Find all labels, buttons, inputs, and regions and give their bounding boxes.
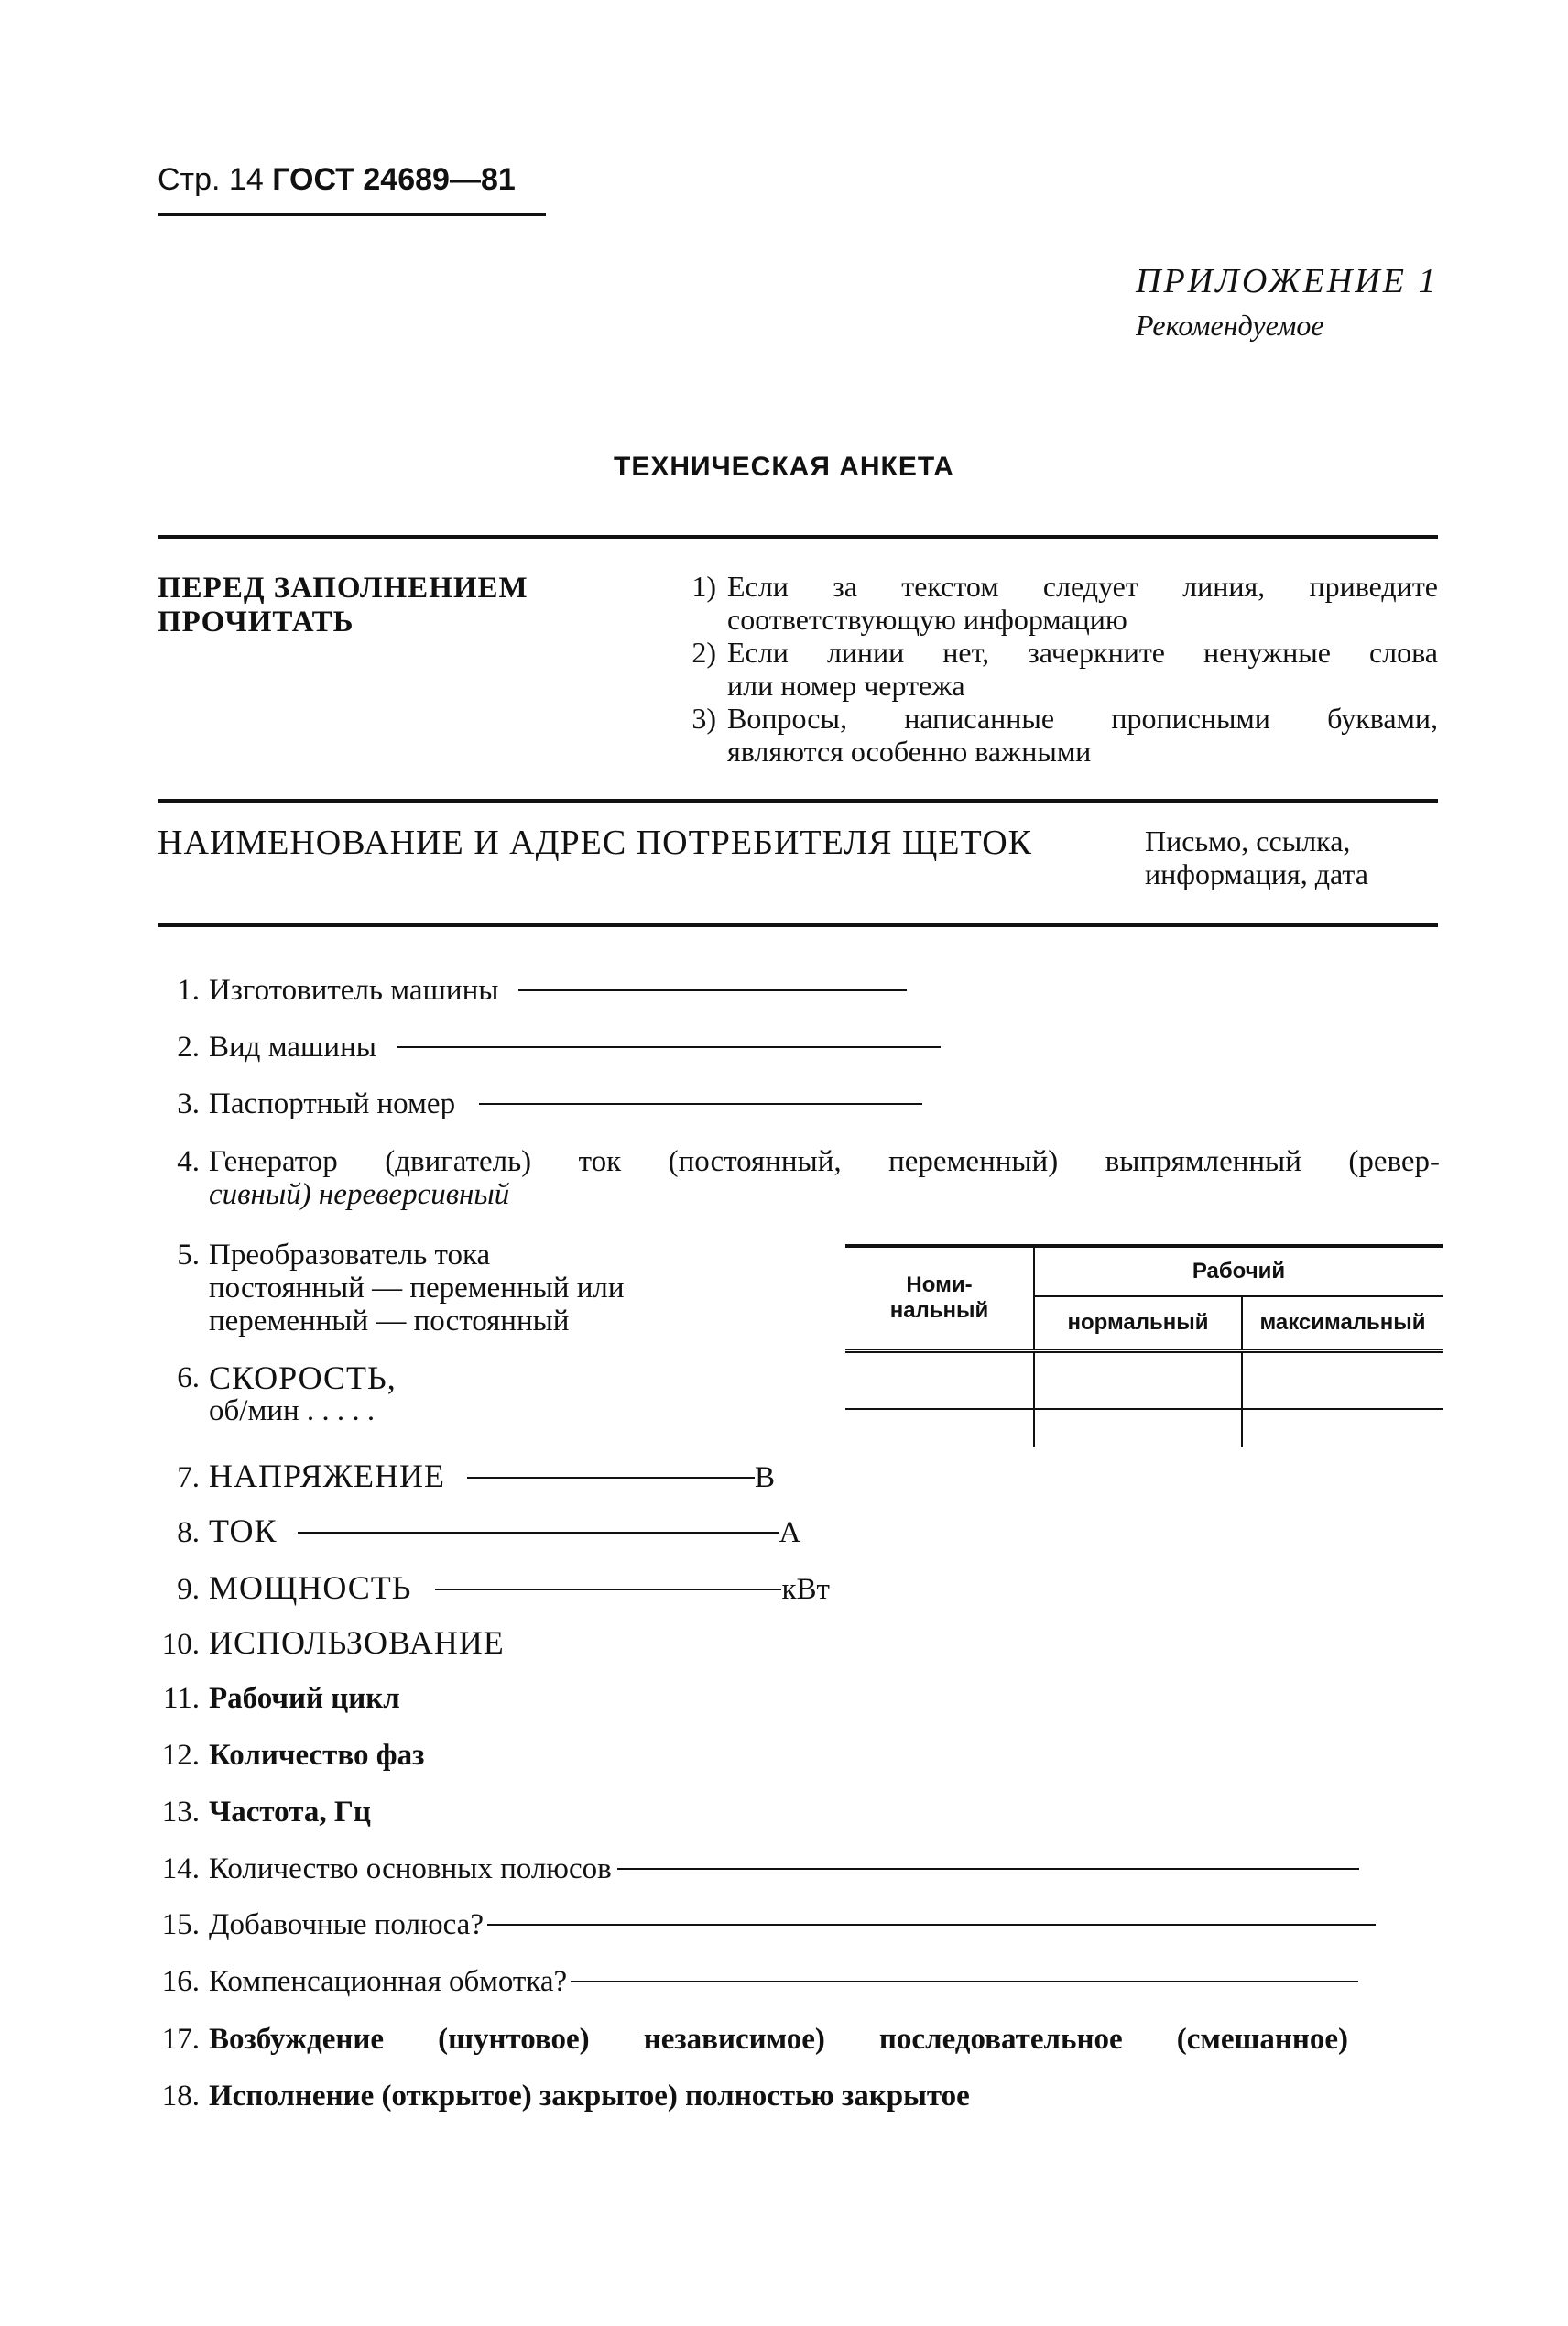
instruction-text: соответствующую информацию: [727, 603, 1127, 636]
form-item-16: [158, 1965, 1358, 1999]
instruction-text: являются особенно важными: [727, 735, 1092, 768]
item-number: 2.: [177, 1031, 200, 1064]
form-item-9: [158, 1568, 830, 1607]
form-item-1: [158, 974, 907, 1008]
item-number: 14.: [161, 1852, 200, 1885]
form-item-3: [158, 1087, 922, 1121]
instruction-item: [674, 570, 1438, 636]
nominal-header-line1: Номи-: [906, 1272, 973, 1297]
section-rule: [158, 923, 1438, 927]
letter-reference: [1145, 824, 1368, 890]
item-label: Возбуждение (шунтовое) независимое) последовательное (смешанное): [209, 2023, 1348, 2056]
item-label: НАПРЯЖЕНИЕ: [209, 1458, 445, 1494]
item-number: 11.: [162, 1682, 200, 1715]
item-label: МОЩНОСТЬ: [209, 1569, 412, 1606]
instruction-text: или номер чертежа: [727, 669, 965, 702]
item-label: постоянный — переменный или: [209, 1272, 625, 1305]
form-item-13: [158, 1796, 371, 1829]
fill-line[interactable]: [479, 1103, 922, 1105]
item-number: 12.: [161, 1739, 200, 1772]
item-label: Генератор (двигатель) ток (постоянный, переменный) выпрямленный (ревер-: [209, 1145, 1440, 1178]
item-label: Исполнение (открытое) закрытое) полностью закрытое: [209, 2080, 970, 2113]
fill-line[interactable]: [518, 989, 907, 991]
item-label: переменный — постоянный: [209, 1305, 570, 1338]
form-item-15: [158, 1908, 1376, 1942]
maximum-header: максимальный: [1242, 1296, 1443, 1351]
read-first-heading: [158, 572, 528, 639]
item-number: 16.: [161, 1965, 200, 1998]
form-item-11: [158, 1682, 400, 1716]
item-label: Вид машины: [209, 1031, 376, 1064]
working-header: Рабочий: [1034, 1246, 1443, 1296]
table-cell-blank: [845, 1409, 1034, 1447]
instruction-number: 3): [691, 702, 716, 735]
instructions-list: [674, 570, 1438, 768]
fill-line[interactable]: [298, 1532, 779, 1534]
fill-line[interactable]: [617, 1868, 1359, 1870]
running-header: [158, 162, 516, 198]
standard-number: ГОСТ 24689—81: [272, 162, 516, 197]
fill-line[interactable]: [571, 1981, 1358, 1982]
item-number: 8.: [177, 1516, 200, 1549]
table-cell-blank: [1242, 1409, 1443, 1447]
item-number: 4.: [177, 1145, 200, 1178]
item-label: Количество основных полюсов: [209, 1852, 612, 1885]
item-label: Компенсационная обмотка?: [209, 1965, 568, 1998]
item-number: 17.: [161, 2023, 200, 2056]
fill-line[interactable]: [435, 1589, 781, 1590]
item-number: 5.: [177, 1239, 200, 1272]
form-item-8: [158, 1512, 800, 1550]
unit-label: А: [779, 1516, 801, 1549]
form-item-17: [158, 2023, 1348, 2057]
letter-reference-line2: информация, дата: [1145, 857, 1368, 890]
item-number: 7.: [177, 1461, 200, 1494]
item-number: 1.: [177, 974, 200, 1007]
table-cell-blank: [1034, 1409, 1242, 1447]
read-first-line2: ПРОЧИТАТЬ: [158, 606, 354, 639]
form-item-2: [158, 1031, 941, 1065]
item-label: сивный) нереверсивный: [209, 1178, 510, 1211]
table-cell-maximum[interactable]: [1242, 1351, 1443, 1410]
instruction-number: 2): [691, 636, 716, 669]
instruction-text: Если за текстом следует линия, приведите: [727, 570, 1438, 603]
table-cell-nominal[interactable]: [845, 1351, 1034, 1410]
item-number: 15.: [161, 1908, 200, 1941]
fill-line[interactable]: [467, 1477, 755, 1479]
item-label: Количество фаз: [209, 1739, 425, 1772]
normal-header: нормальный: [1034, 1296, 1242, 1351]
item-label: Частота, Гц: [209, 1796, 371, 1829]
item-number: 6.: [177, 1361, 200, 1394]
instruction-item: [674, 702, 1438, 768]
form-item-18: [158, 2080, 970, 2113]
appendix-title: ПРИЛОЖЕНИЕ 1: [1136, 262, 1439, 300]
item-label: СКОРОСТЬ,: [209, 1360, 397, 1396]
item-label: Паспортный номер: [209, 1087, 456, 1120]
fill-line[interactable]: [397, 1046, 941, 1048]
item-label: Рабочий цикл: [209, 1682, 400, 1715]
form-item-10: [158, 1623, 505, 1662]
item-label: ТОК: [209, 1512, 278, 1549]
item-label: Преобразователь тока: [209, 1239, 491, 1272]
item-number: 3.: [177, 1087, 200, 1120]
appendix-subtitle: Рекомендуемое: [1136, 309, 1324, 342]
unit-label: В: [755, 1461, 776, 1494]
form-item-5: [158, 1239, 625, 1338]
rating-table: [845, 1244, 1443, 1447]
form-item-14: [158, 1852, 1359, 1886]
letter-reference-line1: Письмо, ссылка,: [1145, 824, 1351, 857]
instruction-number: 1): [691, 570, 716, 603]
item-label: об/мин . . . . .: [209, 1394, 376, 1427]
item-number: 10.: [161, 1628, 200, 1661]
consumer-heading: НАИМЕНОВАНИЕ И АДРЕС ПОТРЕБИТЕЛЯ ЩЕТОК: [158, 824, 1032, 862]
item-label: Добавочные полюса?: [209, 1908, 484, 1941]
instruction-text: Если линии нет, зачеркните ненужные слова: [727, 636, 1438, 669]
header-rule: [158, 213, 546, 216]
nominal-header-line2: нальный: [889, 1298, 989, 1323]
unit-label: кВт: [781, 1573, 830, 1606]
item-label: Изготовитель машины: [209, 974, 499, 1007]
item-number: 13.: [161, 1796, 200, 1829]
page-label: Стр. 14: [158, 162, 264, 197]
section-rule: [158, 535, 1438, 539]
instruction-text: Вопросы, написанные прописными буквами,: [727, 702, 1438, 735]
form-item-12: [158, 1739, 424, 1773]
item-number: 18.: [161, 2080, 200, 2113]
form-item-4: [158, 1145, 1440, 1211]
table-cell-normal[interactable]: [1034, 1351, 1242, 1410]
form-item-6: [158, 1361, 397, 1427]
fill-line[interactable]: [487, 1924, 1376, 1926]
form-item-7: [158, 1457, 775, 1495]
instruction-item: [674, 636, 1438, 702]
item-number: 9.: [177, 1573, 200, 1606]
read-first-line1: ПЕРЕД ЗАПОЛНЕНИЕМ: [158, 572, 528, 605]
document-title: ТЕХНИЧЕСКАЯ АНКЕТА: [614, 452, 954, 482]
nominal-header: [845, 1246, 1034, 1351]
section-rule: [158, 799, 1438, 803]
item-label: ИСПОЛЬЗОВАНИЕ: [209, 1624, 505, 1661]
